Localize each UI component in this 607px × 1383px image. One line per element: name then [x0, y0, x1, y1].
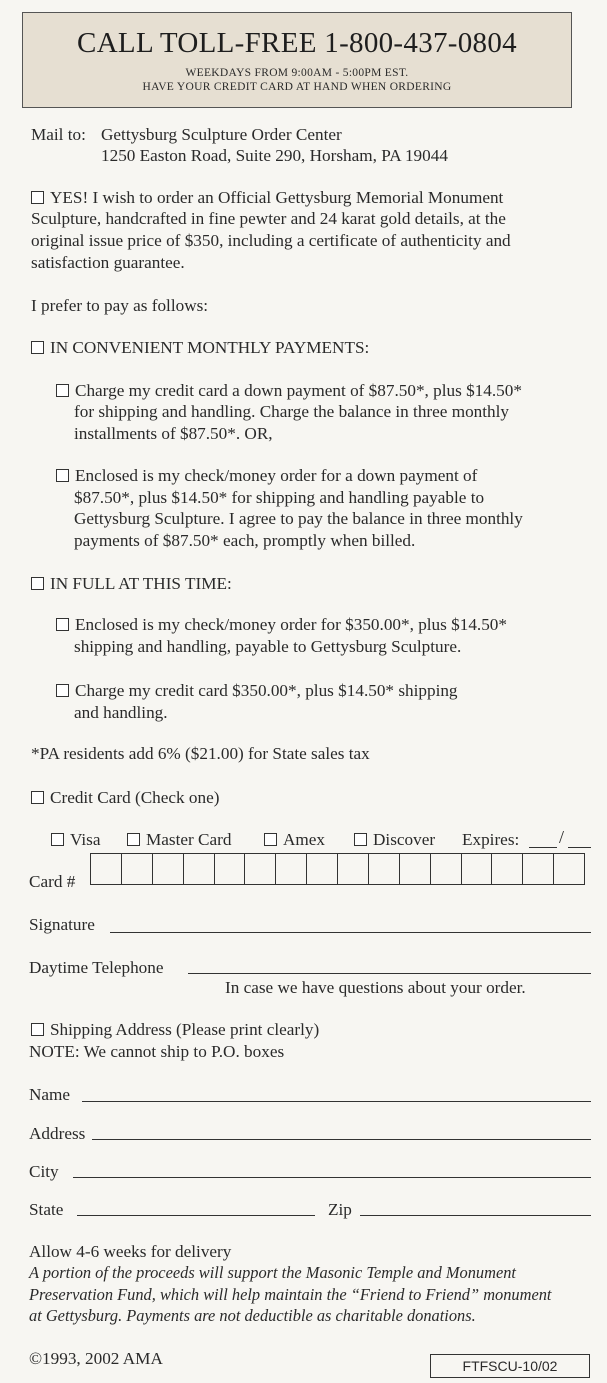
visa-checkbox[interactable]: [51, 833, 64, 846]
card-visa-option: Visa: [51, 829, 100, 851]
full-check-checkbox[interactable]: [56, 618, 69, 631]
monthly-credit-option-line3: installments of $87.50*. OR,: [74, 424, 273, 443]
card-amex-option: Amex: [264, 829, 325, 851]
phone-order-banner: [22, 12, 572, 108]
mastercard-checkbox[interactable]: [127, 833, 140, 846]
proceeds-note-line2: Preservation Fund, which will help maintain the “Friend to Friend” monument: [29, 1285, 552, 1304]
order-line-4: satisfaction guarantee.: [31, 253, 185, 272]
credit-card-reminder: HAVE YOUR CREDIT CARD AT HAND WHEN ORDERING: [142, 81, 452, 93]
order-line-1: YES! I wish to order an Official Gettysburg Memorial Monument: [31, 187, 503, 209]
order-line-2: Sculpture, handcrafted in fine pewter and 24 karat gold details, at the: [31, 209, 506, 228]
monthly-credit-checkbox[interactable]: [56, 384, 69, 397]
proceeds-note-line3: at Gettysburg. Payments are not deductible as charitable donations.: [29, 1306, 476, 1325]
telephone-note: In case we have questions about your order.: [225, 978, 526, 997]
monthly-credit-option-line1: Charge my credit card a down payment of $87.50*, plus $14.50*: [56, 380, 522, 402]
monthly-payments-option: IN CONVENIENT MONTHLY PAYMENTS:: [31, 337, 369, 359]
card-number-field[interactable]: [90, 853, 585, 885]
toll-free-title: CALL TOLL-FREE 1-800-437-0804: [77, 27, 517, 59]
full-credit-checkbox[interactable]: [56, 684, 69, 697]
card-digit-box[interactable]: [369, 854, 400, 884]
monthly-check-option-line3: Gettysburg Sculpture. I agree to pay the balance in three monthly: [74, 509, 523, 528]
monthly-credit-option-line2: for shipping and handling. Charge the balance in three monthly: [74, 402, 509, 421]
address-label: Address: [29, 1124, 86, 1143]
monthly-check-option-line1: Enclosed is my check/money order for a down payment of: [56, 465, 477, 487]
card-digit-box[interactable]: [122, 854, 153, 884]
discover-checkbox[interactable]: [354, 833, 367, 846]
card-digit-box[interactable]: [523, 854, 554, 884]
monthly-checkbox[interactable]: [31, 341, 44, 354]
card-digit-box[interactable]: [431, 854, 462, 884]
delivery-note: Allow 4-6 weeks for delivery: [29, 1242, 232, 1261]
full-check-option-line1: Enclosed is my check/money order for $350.00*, plus $14.50*: [56, 614, 507, 636]
full-check-option-line2: shipping and handling, payable to Gettysburg Sculpture.: [74, 637, 462, 656]
expires-year-field[interactable]: [568, 847, 591, 848]
signature-field[interactable]: [110, 932, 591, 933]
po-box-note: NOTE: We cannot ship to P.O. boxes: [29, 1042, 285, 1061]
address-field[interactable]: [92, 1139, 591, 1140]
expires-slash: /: [559, 827, 565, 847]
order-checkbox[interactable]: [31, 191, 44, 204]
zip-field[interactable]: [360, 1215, 591, 1216]
card-digit-box[interactable]: [307, 854, 338, 884]
monthly-check-option-line4: payments of $87.50* each, promptly when billed.: [74, 531, 416, 550]
card-digit-box[interactable]: [91, 854, 122, 884]
full-credit-option-line1: Charge my credit card $350.00*, plus $14.50* shipping: [56, 680, 458, 702]
full-payment-option: IN FULL AT THIS TIME:: [31, 573, 232, 595]
full-payment-checkbox[interactable]: [31, 577, 44, 590]
pay-preference-label: I prefer to pay as follows:: [31, 296, 209, 315]
city-field[interactable]: [73, 1177, 591, 1178]
mail-to-label: Mail to:: [31, 125, 86, 144]
form-code: FTFSCU-10/02: [430, 1354, 590, 1378]
hours-line: WEEKDAYS FROM 9:00AM - 5:00PM EST.: [185, 67, 409, 79]
expires-label: Expires:: [462, 830, 520, 849]
state-label: State: [29, 1200, 64, 1219]
monthly-check-checkbox[interactable]: [56, 469, 69, 482]
card-discover-option: Discover: [354, 829, 435, 851]
proceeds-note-line1: A portion of the proceeds will support the Masonic Temple and Monument: [29, 1263, 516, 1282]
card-digit-box[interactable]: [462, 854, 493, 884]
state-field[interactable]: [77, 1215, 315, 1216]
card-digit-box[interactable]: [554, 854, 584, 884]
card-digit-box[interactable]: [184, 854, 215, 884]
card-mastercard-option: Master Card: [127, 829, 231, 851]
monthly-check-option-line2: $87.50*, plus $14.50* for shipping and handling payable to: [74, 488, 485, 507]
zip-label: Zip: [328, 1200, 352, 1219]
tax-note: *PA residents add 6% ($21.00) for State sales tax: [31, 744, 370, 763]
card-digit-box[interactable]: [153, 854, 184, 884]
daytime-telephone-label: Daytime Telephone: [29, 958, 164, 977]
mail-address-line1: Gettysburg Sculpture Order Center: [101, 125, 342, 144]
card-digit-box[interactable]: [338, 854, 369, 884]
amex-checkbox[interactable]: [264, 833, 277, 846]
shipping-address-checkbox[interactable]: [31, 1023, 44, 1036]
copyright: ©1993, 2002 AMA: [29, 1349, 163, 1368]
full-credit-option-line2: and handling.: [74, 703, 168, 722]
shipping-address-heading: Shipping Address (Please print clearly): [31, 1019, 319, 1041]
credit-card-heading: Credit Card (Check one): [31, 787, 219, 809]
expires-month-field[interactable]: [529, 847, 557, 848]
telephone-field[interactable]: [188, 973, 591, 974]
credit-card-checkbox[interactable]: [31, 791, 44, 804]
name-field[interactable]: [82, 1101, 591, 1102]
card-digit-box[interactable]: [492, 854, 523, 884]
name-label: Name: [29, 1085, 71, 1104]
card-digit-box[interactable]: [400, 854, 431, 884]
card-digit-box[interactable]: [215, 854, 246, 884]
card-digit-box[interactable]: [276, 854, 307, 884]
order-line-3: original issue price of $350, including a certificate of authenticity and: [31, 231, 511, 250]
card-digit-box[interactable]: [245, 854, 276, 884]
city-label: City: [29, 1162, 59, 1181]
card-number-label: Card #: [29, 872, 76, 891]
signature-label: Signature: [29, 915, 95, 934]
mail-address-line2: 1250 Easton Road, Suite 290, Horsham, PA 19044: [101, 146, 448, 165]
